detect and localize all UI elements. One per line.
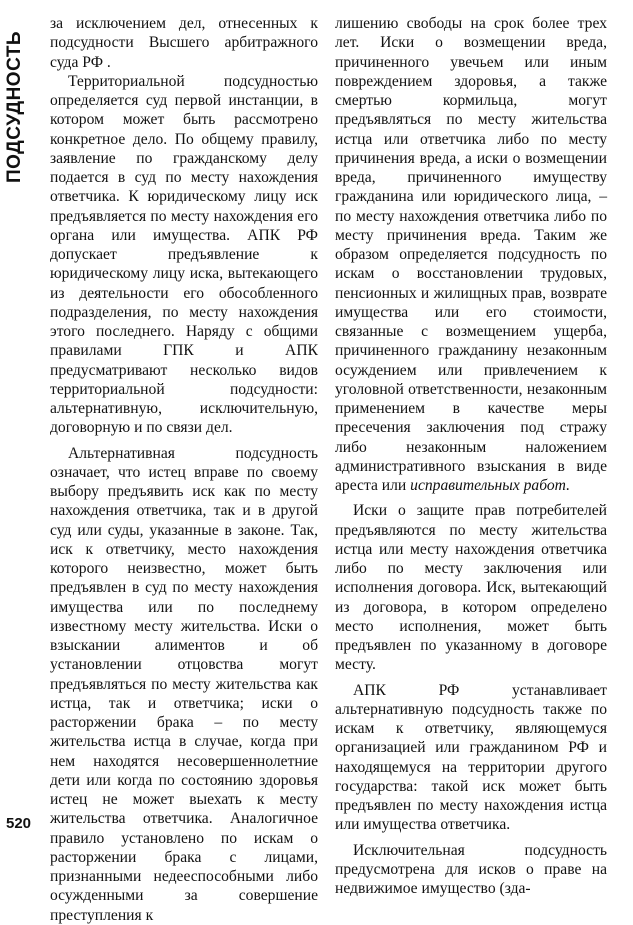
right-text-column <box>335 14 607 897</box>
right-paragraph-1-italic: исправительных работ. <box>410 477 571 494</box>
right-paragraph-3: АПК РФ устанавливает альтернативную подсудность также по искам к ответчику, являющемуся организацией или гражданином РФ и находящемуся на территории другого государства: такой иск может быть предъявлен по месту нахождения истца или имущества ответчика. <box>335 681 607 834</box>
right-paragraph-1-text: лишению свободы на срок более трех лет. Иски о возмещении вреда, причиненного увечьем или иным повреждением здоровья, а также смертью кормильца, могут предъявляться по месту жительства истца или ответчика либо по месту причинения вреда, а иски о возмещении вреда, причиненного имуществу гражданина или юридического лица, – по месту нахождения ответчика либо по месту причинения вреда. Таким же образом определяется подсудность по искам о восстановлении трудовых, пенсионных и жилищных прав, возврате имущества или его стоимости, связанные с возмещением ущерба, причиненного гражданину незаконным осуждением или привлечением к уголовной ответственности, незаконным применением в качестве меры пресечения заключения под стражу либо незаконным наложением административного взыскания в виде ареста или <box>335 15 607 494</box>
right-paragraph-4: Исключительная подсудность предусмотрена для исков о праве на недвижимое имущество (зда- <box>335 841 607 897</box>
page-number: 520 <box>6 815 32 832</box>
right-paragraph-2: Иски о защите прав потребителей предъявляются по месту жительства истца или месту нахождения ответчика либо по месту заключения или исполнения договора. Иск, вытекающий из договора, в котором определено место исполнения, может быть предъявлен по указанному в договоре месту. <box>335 502 607 674</box>
left-text-column <box>50 14 318 924</box>
left-paragraph-2: Территориальной подсудностью определяется суд первой инстанции, в котором может быть рассмотрено конкретное дело. По общему правилу, заявление по гражданскому делу подается в суд по месту нахождения ответчика. К юридическому лицу иск предъявляется по месту нахождения его органа или имущества. АПК РФ допускает предъявление к юридическому лицу иска, вытекающего из деятельности его обособленного подразделения, по месту нахождения этого последнего. Наряду с общими правилами ГПК и АПК предусматривают несколько видов территориальной подсудности: альтернативную, исключительную, договорную и по связи дел. <box>50 72 318 437</box>
right-paragraph-1 <box>335 14 607 495</box>
left-paragraph-3: Альтернативная подсудность означает, что истец вправе по своему выбору предъявить иск как по месту нахождения ответчика, так и в другой суд или суды, указанные в законе. Так, иск к ответчику, место нахождения которого неизвестно, может быть предъявлен в суд по месту нахождения имущества или по последнему известному месту жительства. Иски о взыскании алиментов и об установлении отцовства могут предъявляться по месту жительства как истца, так и ответчика; иски о расторжении брака – по месту жительства истца в случае, когда при нем находятся несовершеннолетние дети или когда по состоянию здоровья истец не может выехать к месту жительства ответчика. Аналогичное правило установлено по искам о расторжении брака с лицами, признанными недееспособными либо осужденными за совершение преступления к <box>50 444 318 924</box>
left-paragraph-1: за исключением дел, отнесенных к подсудности Высшего арбитражного суда РФ . <box>50 15 318 71</box>
section-title-vertical: ПОДСУДНОСТЬ <box>4 30 25 184</box>
